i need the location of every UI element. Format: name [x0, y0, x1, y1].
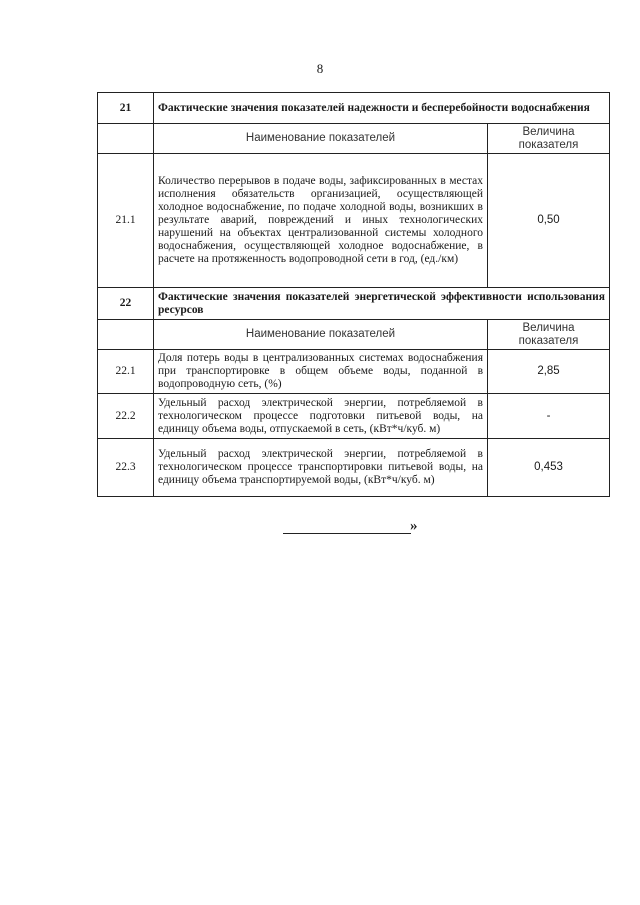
column-header-value: Величина показателя [488, 320, 610, 350]
row-description: Доля потерь воды в централизованных системах водоснабжения при транспортировке в общем объеме воды, поданной в водопроводную сеть, (%) [154, 350, 488, 394]
row-value: 2,85 [488, 350, 610, 394]
row-number: 22.2 [98, 394, 154, 439]
row-value: 0,453 [488, 439, 610, 497]
section-header-row [98, 288, 610, 320]
section-header-row [98, 93, 610, 124]
signature-line [283, 533, 411, 534]
page-number: 8 [316, 61, 324, 76]
column-header-row [98, 124, 610, 154]
row-description: Удельный расход электрической энергии, потребляемой в технологическом процессе подготовки питьевой воды, на единицу объема воды, отпускаемой в сеть, (кВт*ч/куб. м) [154, 394, 488, 439]
column-header-name: Наименование показателей [154, 320, 488, 350]
row-number: 21.1 [98, 154, 154, 288]
section-number: 22 [98, 288, 154, 320]
column-header-value: Величина показателя [488, 124, 610, 154]
row-value: 0,50 [488, 154, 610, 288]
row-number: 22.3 [98, 439, 154, 497]
empty-cell [98, 124, 154, 154]
row-value: - [488, 394, 610, 439]
indicators-table [97, 92, 610, 497]
empty-cell [98, 320, 154, 350]
row-description: Количество перерывов в подаче воды, зафиксированных в местах исполнения обязательств организацией, осуществляющей холодное водоснабжение, по подаче холодной воды, возникших в результате аварий, повреждений и иных технологических нарушений на объектах централизованной системы холодного водоснабжения, осуществляющей холодное водоснабжение, в расчете на протяженность водопроводной сети в год, (ед./км) [154, 154, 488, 288]
column-header-row [98, 320, 610, 350]
row-number: 22.1 [98, 350, 154, 394]
section-title: Фактические значения показателей энергетической эффективности использования ресурсов [154, 288, 610, 320]
table-row [98, 154, 610, 288]
table-row [98, 350, 610, 394]
row-description: Удельный расход электрической энергии, потребляемой в технологическом процессе транспортировки питьевой воды, на единицу объема транспортируемой воды, (кВт*ч/куб. м) [154, 439, 488, 497]
table-row [98, 439, 610, 497]
section-title: Фактические значения показателей надежности и бесперебойности водоснабжения [154, 93, 610, 124]
closing-quote-mark: » [410, 518, 418, 534]
section-number: 21 [98, 93, 154, 124]
table-row [98, 394, 610, 439]
column-header-name: Наименование показателей [154, 124, 488, 154]
